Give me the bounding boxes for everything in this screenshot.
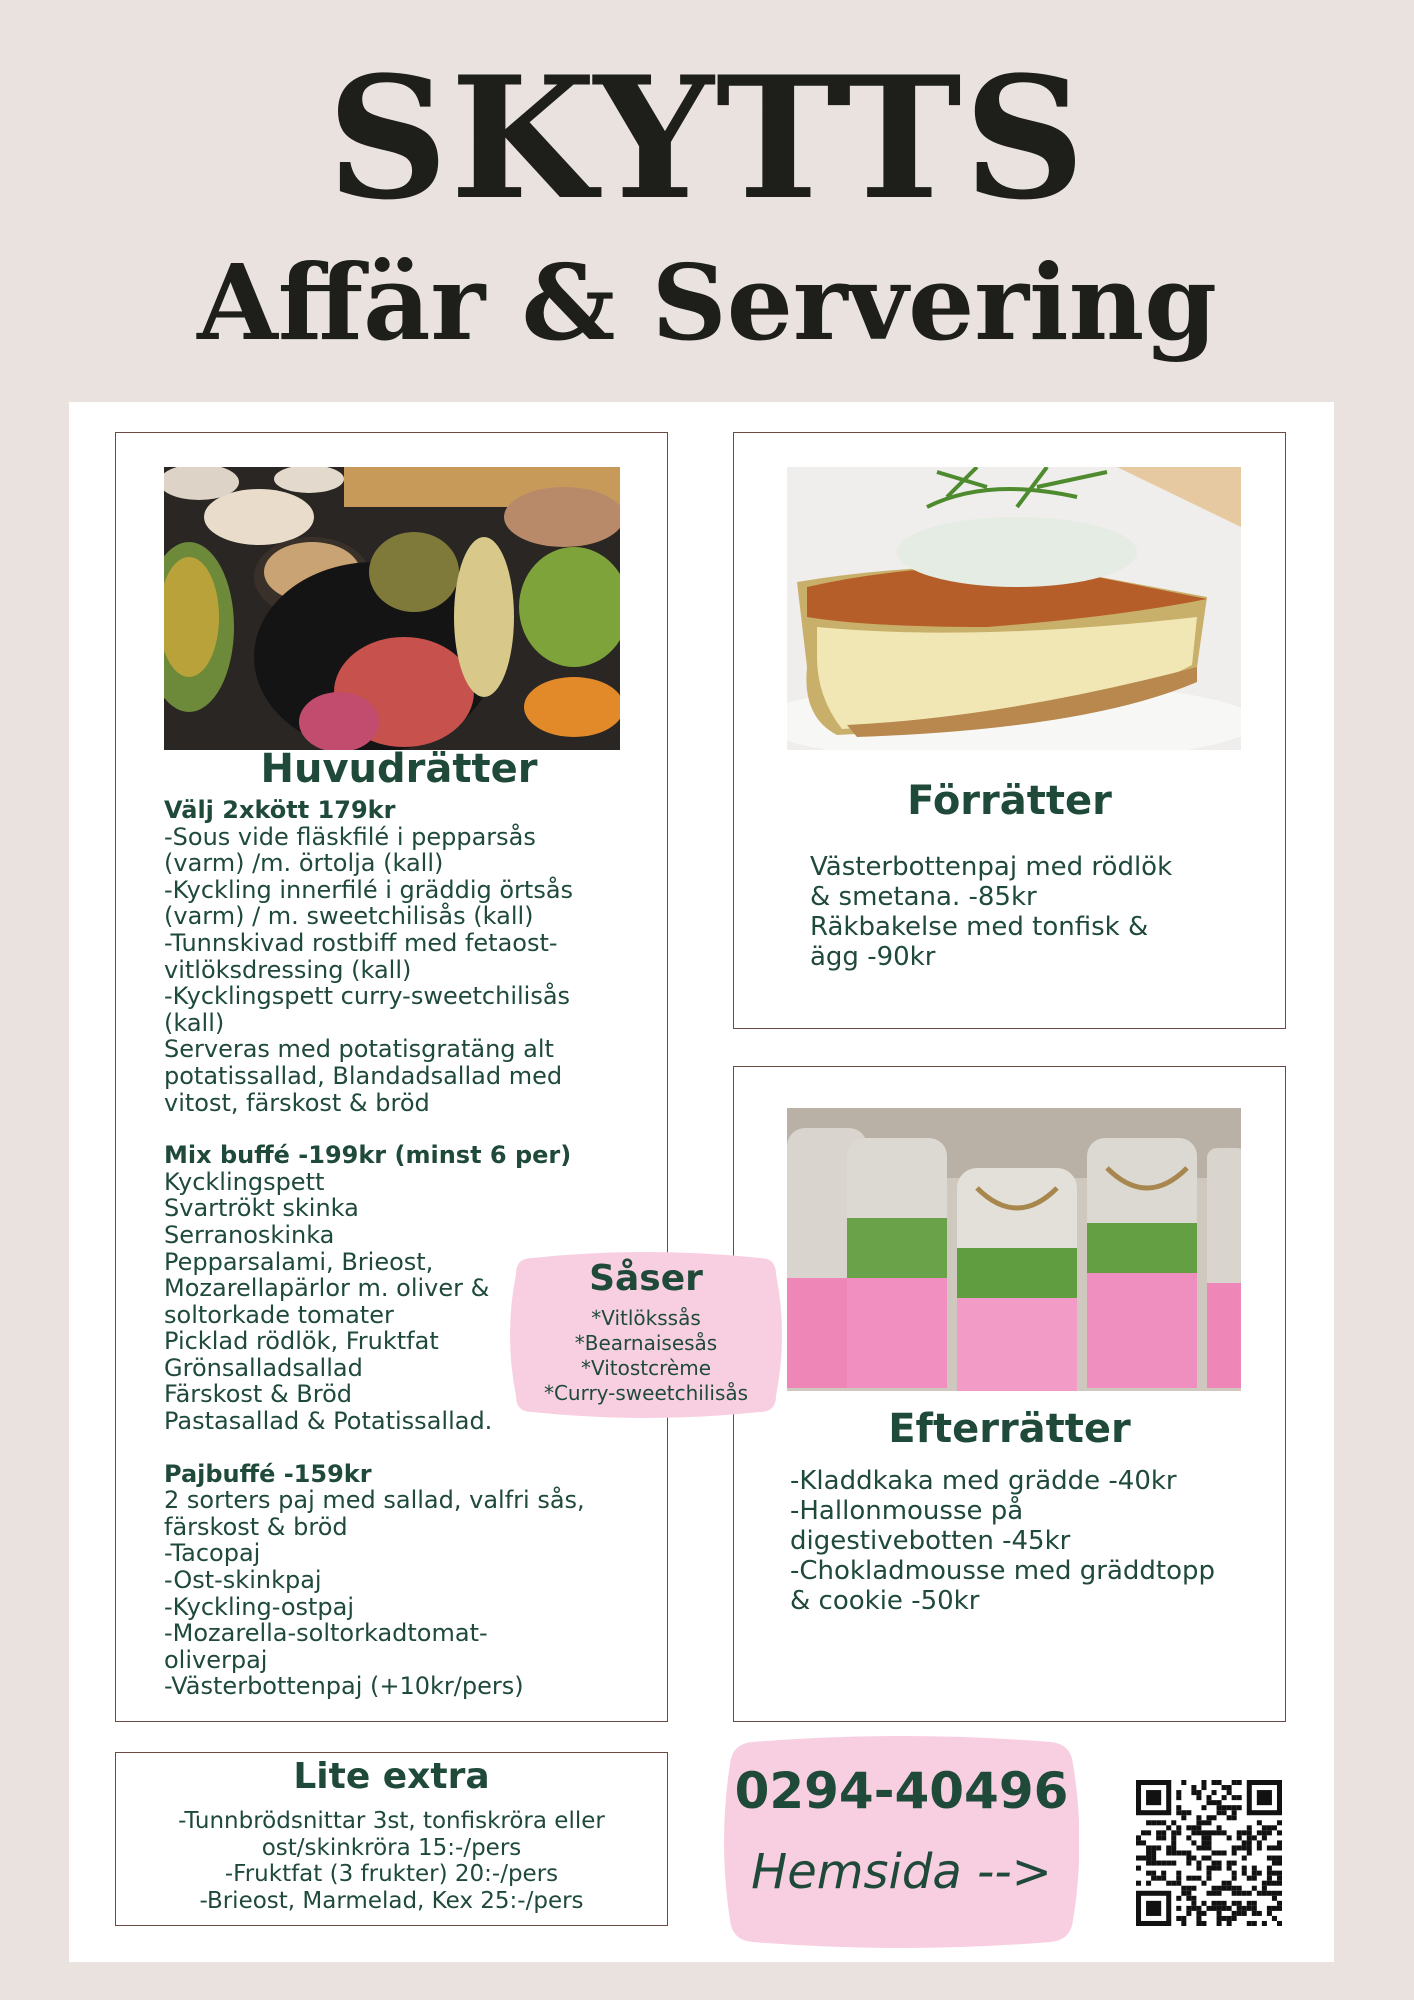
menu-line: & cookie -50kr <box>790 1586 980 1616</box>
menu-line: -Mozarella-soltorkadtomat- <box>164 1619 488 1648</box>
saser-badge <box>508 1250 784 1420</box>
website-link[interactable]: Hemsida --> <box>751 1844 1052 1900</box>
menu-line: -Kladdkaka med grädde -40kr <box>790 1466 1177 1496</box>
menu-line: -Ost-skinkpaj <box>164 1566 322 1595</box>
menu-line: (varm) / m. sweetchilisås (kall) <box>164 902 534 931</box>
menu-line: oliverpaj <box>164 1645 268 1674</box>
menu-line: Välj 2xkött 179kr <box>164 796 396 824</box>
menu-line: ost/skinkröra 15:-/pers <box>261 1834 522 1861</box>
menu-line: (varm) /m. örtolja (kall) <box>164 849 444 878</box>
saser-heading: Såser <box>589 1258 703 1299</box>
huvudratter-heading: Huvudrätter <box>260 746 538 792</box>
efterratter-list <box>790 1466 1250 1616</box>
menu-line: Serveras med potatisgratäng alt <box>164 1035 554 1064</box>
menu-line: ägg -90kr <box>810 942 936 972</box>
menu-line: färskost & bröd <box>164 1512 348 1541</box>
menu-line: -Fruktfat (3 frukter) 20:-/pers <box>224 1861 559 1887</box>
menu-line: -Tacopaj <box>164 1539 261 1568</box>
sauce-item: *Vitlökssås <box>591 1306 701 1330</box>
menu-line: Västerbottenpaj med rödlök <box>810 852 1173 882</box>
menu-line: Färskost & Bröd <box>164 1380 353 1409</box>
menu-line: -Kyckling-ostpaj <box>164 1592 355 1621</box>
menu-line: Serranoskinka <box>164 1220 335 1249</box>
menu-line: -Chokladmousse med gräddtopp <box>790 1556 1216 1586</box>
forratter-list <box>810 852 1250 972</box>
menu-line: vitost, färskost & bröd <box>164 1088 430 1117</box>
shop-subtitle: Affär & Servering <box>197 241 1217 364</box>
spacer <box>164 1116 644 1142</box>
menu-line: 2 sorters paj med sallad, valfri sås, <box>164 1486 585 1515</box>
menu-line: -Kycklingspett curry-sweetchilisås <box>164 982 571 1011</box>
menu-line: Svartrökt skinka <box>164 1194 359 1223</box>
buffet-photo <box>164 467 620 750</box>
qr-code[interactable] <box>1136 1780 1282 1926</box>
huvudratter-list <box>164 797 644 1700</box>
saser-list <box>508 1306 784 1406</box>
menu-line: -Kyckling innerfilé i gräddig örtsås <box>164 875 574 904</box>
sauce-item: *Curry-sweetchilisås <box>543 1381 749 1405</box>
menu-line: -Västerbottenpaj (+10kr/pers) <box>164 1672 524 1701</box>
menu-line: Räkbakelse med tonfisk & <box>810 912 1149 942</box>
menu-line: Mix buffé -199kr (minst 6 per) <box>164 1141 572 1170</box>
menu-line: potatissallad, Blandadsallad med <box>164 1061 563 1090</box>
menu-line: Pajbuffé -159kr <box>164 1459 372 1488</box>
lite-extra-heading: Lite extra <box>293 1756 490 1797</box>
menu-line: -Tunnbrödsnittar 3st, tonfiskröra eller <box>178 1808 605 1834</box>
spacer <box>164 1435 644 1461</box>
menu-line: & smetana. -85kr <box>810 882 1037 912</box>
menu-line: -Tunnskivad rostbiff med fetaost- <box>164 928 558 957</box>
menu-line: Pepparsalami, Brieost, <box>164 1247 434 1276</box>
sauce-item: *Bearnaisesås <box>574 1331 718 1355</box>
quiche-photo <box>787 467 1241 750</box>
menu-line: soltorkade tomater <box>164 1300 394 1329</box>
sauce-item: *Vitostcrème <box>580 1356 711 1380</box>
menu-line: Kycklingspett <box>164 1167 325 1196</box>
menu-line: -Sous vide fläskfilé i pepparsås <box>164 822 536 851</box>
mousse-jars-photo <box>787 1108 1241 1391</box>
menu-line: Pastasallad & Potatissallad. <box>164 1407 493 1436</box>
phone-number[interactable]: 0294-40496 <box>734 1762 1069 1820</box>
menu-line: vitlöksdressing (kall) <box>164 955 412 984</box>
menu-line: Grönsalladsallad <box>164 1353 363 1382</box>
menu-line: Mozarellapärlor m. oliver & <box>164 1274 490 1303</box>
menu-line: digestivebotten -45kr <box>790 1526 1071 1556</box>
shop-title: SKYTTS <box>326 39 1088 237</box>
menu-line: (kall) <box>164 1008 225 1037</box>
contact-badge <box>724 1736 1079 1948</box>
menu-line: -Hallonmousse på <box>790 1496 1024 1526</box>
forratter-heading: Förrätter <box>907 778 1112 824</box>
lite-extra-list <box>115 1808 668 1914</box>
menu-line: -Brieost, Marmelad, Kex 25:-/pers <box>199 1887 584 1914</box>
menu-line: Picklad rödlök, Fruktfat <box>164 1327 439 1356</box>
efterratter-heading: Efterrätter <box>888 1406 1131 1452</box>
